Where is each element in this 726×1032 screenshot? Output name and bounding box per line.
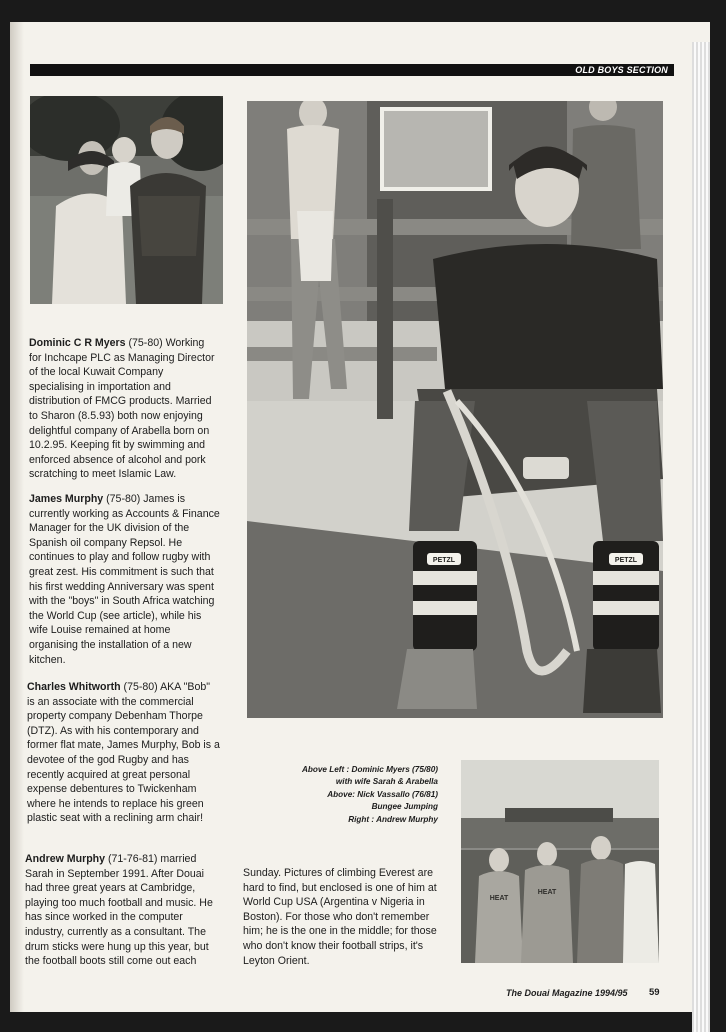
entry-body: AKA "Bob" is an associate with the commercial property company Debenham Thorpe (DTZ). As with his contemporary and former flat mate, James Murphy, Bob is a devotee of the god Rugby and has recently acquired at great personal expense debentures to Twickenham where he intends to replace his green plastic seat with a reclining arm chair! — [27, 681, 220, 825]
entry-dominic-myers — [29, 336, 219, 482]
magazine-page — [10, 22, 710, 1012]
entry-charles-whitworth — [27, 680, 220, 826]
section-header-bar — [30, 64, 674, 76]
photo-captions — [256, 764, 438, 826]
shirt-sponsor-label-center: HEAT — [537, 889, 557, 896]
shirt-sponsor-label-left: HEAT — [489, 895, 509, 902]
caption-line: with wife Sarah & Arabella — [335, 777, 438, 787]
entry-years: (75-80) — [106, 493, 141, 505]
entry-years: (75-80) — [123, 681, 158, 693]
entry-name: James Murphy — [29, 493, 104, 505]
section-label: OLD BOYS SECTION — [575, 65, 668, 75]
caption-line: Above: Nick Vassallo (76/81) — [327, 789, 438, 799]
harness-brand-label-left: PETZL — [432, 557, 456, 564]
entry-body: Working for Inchcape PLC as Managing Director of the local Kuwait Company specialising in importation and distribution of FMCG products. Married to Sharon (8.5.93) both now enjoying delightful company of Arabella born on 10.2.95. Keeping fit by swimming and enforced absence of alcohol and pork scratching to meet Islamic Law. — [29, 337, 215, 481]
entry-james-murphy — [29, 492, 220, 667]
photo-andrew-murphy-world-cup — [461, 760, 659, 963]
entry-name: Dominic C R Myers — [29, 337, 126, 349]
page-spine-shadow — [10, 22, 24, 1012]
entry-andrew-murphy — [25, 852, 221, 969]
entry-andrew-murphy-continued: Sunday. Pictures of climbing Everest are hard to find, but enclosed is one of him at World Cup USA (Argentina v Nigeria in Boston). For those who don't remember him; he is the one in the middle; for those who don't know their football strips, it's Leyton Orient. — [243, 867, 437, 967]
entry-years: (71-76-81) — [108, 853, 158, 865]
caption-line: Right : Andrew Murphy — [348, 814, 438, 824]
harness-brand-label-right: PETZL — [614, 557, 638, 564]
caption-line: Bungee Jumping — [371, 802, 438, 812]
entry-name: Charles Whitworth — [27, 681, 121, 693]
entry-body: James is currently working as Accounts & Finance Manager for the UK division of the Spanish oil company Repsol. He continues to play and follow rugby with great zest. His commitment is such that his first wedding Anniversary was spent with the "boys" in South Africa watching the World Cup (see article), while his wife Louise remained at home organising the installation of a new kitchen. — [29, 493, 220, 666]
page-edges — [692, 42, 710, 1032]
photo-nick-vassallo-bungee — [247, 101, 663, 718]
page-number: 59 — [649, 987, 660, 998]
magazine-title-footer: The Douai Magazine 1994/95 — [506, 988, 628, 998]
entry-years: (75-80) — [128, 337, 163, 349]
photo-dominic-myers-family — [30, 96, 223, 304]
entry-name: Andrew Murphy — [25, 853, 106, 865]
caption-line: Above Left : Dominic Myers (75/80) — [301, 765, 438, 774]
entry-body: married Sarah in September 1991. After Douai had three great years at Cambridge, playing too much football and music. He has since worked in the computer industry, currently as a consultant. The drum sticks were hung up this year, but the football boots still come out each — [25, 853, 213, 968]
